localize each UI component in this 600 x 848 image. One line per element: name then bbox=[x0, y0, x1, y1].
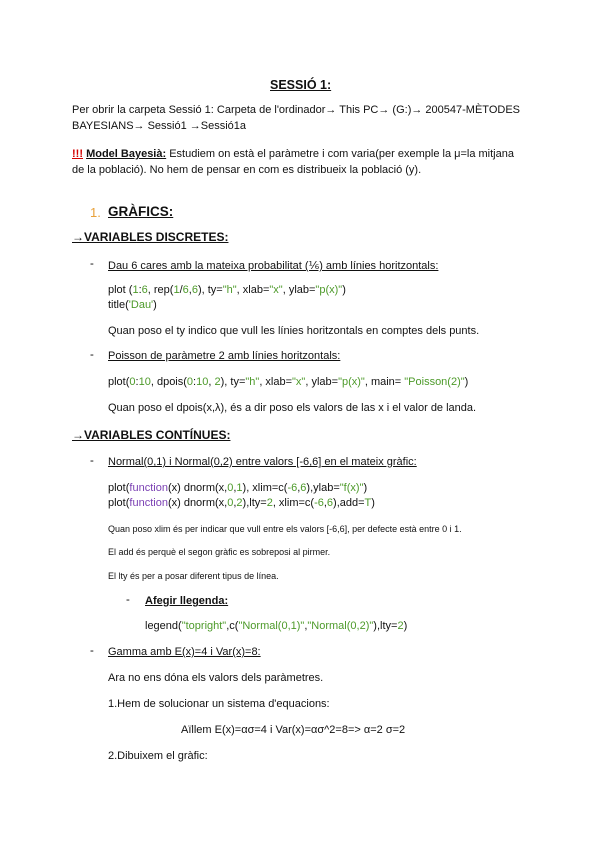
normal-code-2: plot(function(x) dnorm(x,0,2),lty=2, xlim=c(-6,6),add=T) bbox=[108, 497, 375, 509]
model-text: Estudiem on està el paràmetre i com varia(per exemple la μ=la mitjana bbox=[166, 148, 514, 160]
intro-line-1: Per obrir la carpeta Sessió 1: Carpeta de l'ordinador→ This PC→ (G:)→ 200547-MÈTODES bbox=[72, 104, 520, 116]
normal-note-xlim: Quan poso xlim és per indicar que vull entre els valors [-6,6], per defecte està entre 0 i 1. bbox=[108, 524, 462, 534]
dau-code-1: plot (1:6, rep(1/6,6), ty="h", xlab="x", ylab="p(x)") bbox=[108, 284, 346, 296]
page-title: SESSIÓ 1: bbox=[270, 78, 332, 92]
intro-line-2: BAYESIANS→ Sessió1 →Sessió1a bbox=[72, 120, 247, 132]
normal-note-lty: El lty és per a posar diferent tipus de línea. bbox=[108, 571, 279, 581]
bullet-dash: - bbox=[90, 645, 94, 657]
normal-note-add: El add és perquè el segon gràfic es sobreposi al pirmer. bbox=[108, 547, 331, 557]
dau-title: Dau 6 cares amb la mateixa probabilitat (⅙) amb línies horitzontals: bbox=[108, 260, 439, 272]
legend-title: Afegir llegenda: bbox=[145, 595, 229, 607]
poisson-title: Poisson de paràmetre 2 amb línies horitzontals: bbox=[108, 350, 341, 362]
gamma-line-2: 1.Hem de solucionar un sistema d'equacions: bbox=[108, 698, 330, 710]
model-label: Model Bayesià: bbox=[86, 148, 167, 160]
discretes-heading: →VARIABLES DISCRETES: bbox=[72, 230, 229, 244]
bullet-dash: - bbox=[90, 455, 94, 467]
normal-title: Normal(0,1) i Normal(0,2) entre valors [-6,6] en el mateix gràfic: bbox=[108, 456, 417, 468]
model-line-1 bbox=[72, 148, 514, 160]
section-number: 1. bbox=[90, 205, 101, 220]
alert-marker: !!! bbox=[72, 148, 83, 160]
bullet-dash: - bbox=[90, 258, 94, 270]
normal-code-1: plot(function(x) dnorm(x,0,1), xlim=c(-6,6),ylab="f(x)") bbox=[108, 482, 368, 494]
poisson-code: plot(0:10, dpois(0:10, 2), ty="h", xlab="x", ylab="p(x)", main= "Poisson(2)") bbox=[108, 376, 469, 388]
gamma-line-3: Aïllem E(x)=ασ=4 i Var(x)=ασ^2=8=> α=2 σ=2 bbox=[181, 724, 406, 736]
bullet-dash: - bbox=[90, 349, 94, 361]
continues-heading: →VARIABLES CONTÍNUES: bbox=[72, 428, 231, 442]
legend-code: legend("topright",c("Normal(0,1)","Normal(0,2)"),lty=2) bbox=[145, 620, 408, 632]
gamma-title: Gamma amb E(x)=4 i Var(x)=8: bbox=[108, 646, 261, 658]
dau-code-2: title('Dau') bbox=[108, 299, 157, 311]
section-title: GRÀFICS: bbox=[108, 204, 174, 219]
sub-bullet-dash: - bbox=[126, 594, 130, 606]
gamma-line-1: Ara no ens dóna els valors dels paràmetres. bbox=[108, 672, 324, 684]
gamma-line-4: 2.Dibuixem el gràfic: bbox=[108, 750, 208, 762]
poisson-note: Quan poso el dpois(x,λ), és a dir poso els valors de las x i el valor de landa. bbox=[108, 402, 477, 414]
model-line-2: de la població). No hem de pensar en com es distribueix la població (y). bbox=[72, 164, 422, 176]
dau-note: Quan poso el ty indico que vull les línies horitzontals en comptes dels punts. bbox=[108, 325, 480, 337]
